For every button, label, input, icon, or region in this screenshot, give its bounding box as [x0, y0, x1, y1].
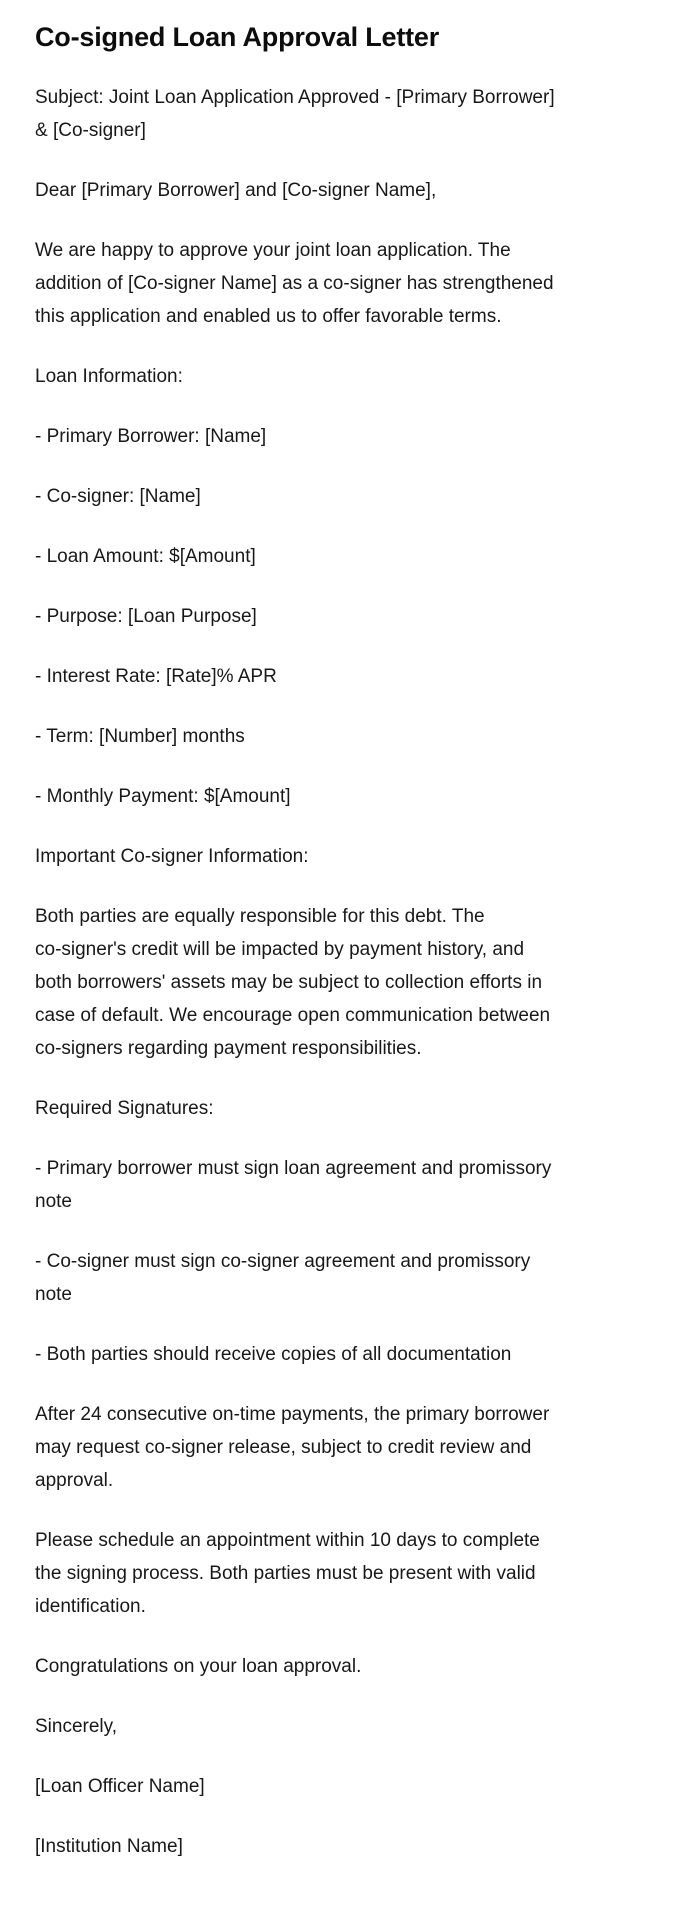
- text-line: Important Co-signer Information:: [35, 846, 309, 867]
- text-line: [Institution Name]: [35, 1836, 183, 1857]
- list-item-purpose: [35, 600, 670, 633]
- text-line: addition of [Co-signer Name] as a co-signer has strengthened: [35, 273, 554, 294]
- text-line: case of default. We encourage open communication between: [35, 1005, 551, 1026]
- page-title: Co-signed Loan Approval Letter: [35, 22, 440, 52]
- text-line: Both parties are equally responsible for this debt. The: [35, 906, 485, 927]
- text-line: - Both parties should receive copies of all documentation: [35, 1344, 512, 1365]
- list-item-co-signer: [35, 480, 670, 513]
- list-item-loan-amount: [35, 540, 670, 573]
- text-line: note: [35, 1191, 72, 1212]
- heading-loan-information: [35, 360, 670, 393]
- list-item-cosigner-signature: [35, 1245, 670, 1311]
- heading-co-signer-information: [35, 840, 670, 873]
- list-item-monthly-payment: [35, 780, 670, 813]
- paragraph-congratulations: [35, 1650, 670, 1683]
- text-line: Sincerely,: [35, 1716, 118, 1737]
- text-line: Required Signatures:: [35, 1098, 214, 1119]
- text-line: may request co-signer release, subject to credit review and: [35, 1437, 532, 1458]
- paragraph-responsibility: [35, 900, 670, 1065]
- text-line: Subject: Joint Loan Application Approved - [Primary Borrower]: [35, 87, 555, 108]
- paragraph-subject: [35, 81, 670, 147]
- heading-required-signatures: [35, 1092, 670, 1125]
- text-line: [Loan Officer Name]: [35, 1776, 205, 1797]
- list-item-documentation: [35, 1338, 670, 1371]
- paragraph-salutation: [35, 174, 670, 207]
- text-line: note: [35, 1284, 72, 1305]
- text-line: & [Co-signer]: [35, 120, 146, 141]
- paragraph-sign-off: [35, 1710, 670, 1743]
- text-line: the signing process. Both parties must be present with valid: [35, 1563, 536, 1584]
- text-line: - Interest Rate: [Rate]% APR: [35, 666, 277, 687]
- text-line: this application and enabled us to offer favorable terms.: [35, 306, 502, 327]
- list-item-term: [35, 720, 670, 753]
- text-line: - Purpose: [Loan Purpose]: [35, 606, 257, 627]
- paragraph-cosigner-release: [35, 1398, 670, 1497]
- text-line: We are happy to approve your joint loan application. The: [35, 240, 511, 261]
- signature-loan-officer: [35, 1770, 670, 1803]
- paragraph-appointment: [35, 1524, 670, 1623]
- signature-institution: [35, 1830, 670, 1863]
- text-line: co-signer's credit will be impacted by payment history, and: [35, 939, 525, 960]
- text-line: approval.: [35, 1470, 114, 1491]
- text-line: - Primary borrower must sign loan agreement and promissory: [35, 1158, 552, 1179]
- list-item-primary-signature: [35, 1152, 670, 1218]
- text-line: identification.: [35, 1596, 146, 1617]
- text-line: co-signers regarding payment responsibilities.: [35, 1038, 422, 1059]
- text-line: Please schedule an appointment within 10 days to complete: [35, 1530, 540, 1551]
- text-line: - Loan Amount: $[Amount]: [35, 546, 256, 567]
- text-line: - Co-signer must sign co-signer agreement and promissory: [35, 1251, 531, 1272]
- text-line: both borrowers' assets may be subject to collection efforts in: [35, 972, 543, 993]
- text-line: - Term: [Number] months: [35, 726, 245, 747]
- text-line: - Co-signer: [Name]: [35, 486, 201, 507]
- text-line: Dear [Primary Borrower] and [Co-signer Name],: [35, 180, 437, 201]
- paragraph-intro: [35, 234, 670, 333]
- list-item-primary-borrower: [35, 420, 670, 453]
- list-item-interest-rate: [35, 660, 670, 693]
- text-line: - Monthly Payment: $[Amount]: [35, 786, 291, 807]
- text-line: After 24 consecutive on-time payments, the primary borrower: [35, 1404, 550, 1425]
- text-line: - Primary Borrower: [Name]: [35, 426, 267, 447]
- text-line: Loan Information:: [35, 366, 183, 387]
- text-line: Congratulations on your loan approval.: [35, 1656, 362, 1677]
